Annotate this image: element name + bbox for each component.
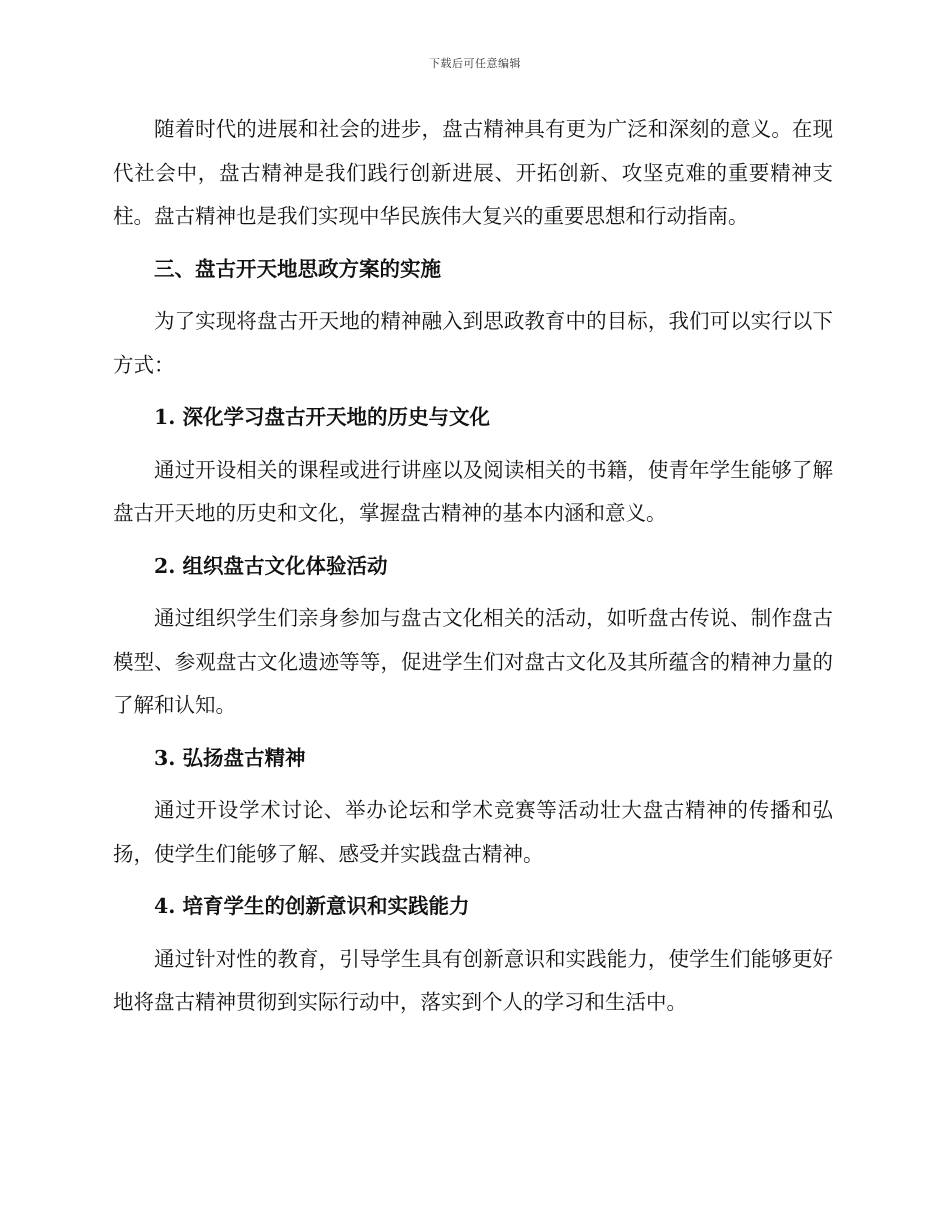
- page-header: 下载后可任意编辑: [429, 57, 521, 70]
- paragraph-methods: 为了实现将盘古开天地的精神融入到思政教育中的目标，我们可以实行以下方式：: [113, 309, 833, 377]
- item-body-1: 通过开设相关的课程或进行讲座以及阅读相关的书籍，使青年学生能够了解盘古开天地的历史和文化，掌握盘古精神的基本内涵和意义。: [113, 457, 833, 525]
- item-heading-4: 4. 培育学生的创新意识和实践能力: [154, 894, 470, 918]
- item-heading-2: 2. 组织盘古文化体验活动: [154, 553, 388, 578]
- item-body-4: 通过针对性的教育，引导学生具有创新意识和实践能力，使学生们能够更好地将盘古精神贯彻到实际行动中，落实到个人的学习和生活中。: [113, 946, 833, 1014]
- item-body-2: 通过组织学生们亲身参加与盘古文化相关的活动，如听盘古传说、制作盘古模型、参观盘古文化遗迹等等，促进学生们对盘古文化及其所蕴含的精神力量的了解和认知。: [113, 606, 833, 717]
- document-body: [113, 108, 833, 1034]
- paragraph-intro: 随着时代的进展和社会的进步，盘古精神具有更为广泛和深刻的意义。在现代社会中，盘古精神是我们践行创新进展、开拓创新、攻坚克难的重要精神支柱。盘古精神也是我们实现中华民族伟大复兴的重要思想和行动指南。: [113, 117, 833, 228]
- item-body-3: 通过开设学术讨论、举办论坛和学术竞赛等活动壮大盘古精神的传播和弘扬，使学生们能够了解、感受并实践盘古精神。: [113, 798, 833, 866]
- section-heading: 三、盘古开天地思政方案的实施: [154, 256, 441, 281]
- item-heading-3: 3. 弘扬盘古精神: [154, 745, 306, 770]
- item-heading-1: 1. 深化学习盘古开天地的历史与文化: [154, 405, 491, 429]
